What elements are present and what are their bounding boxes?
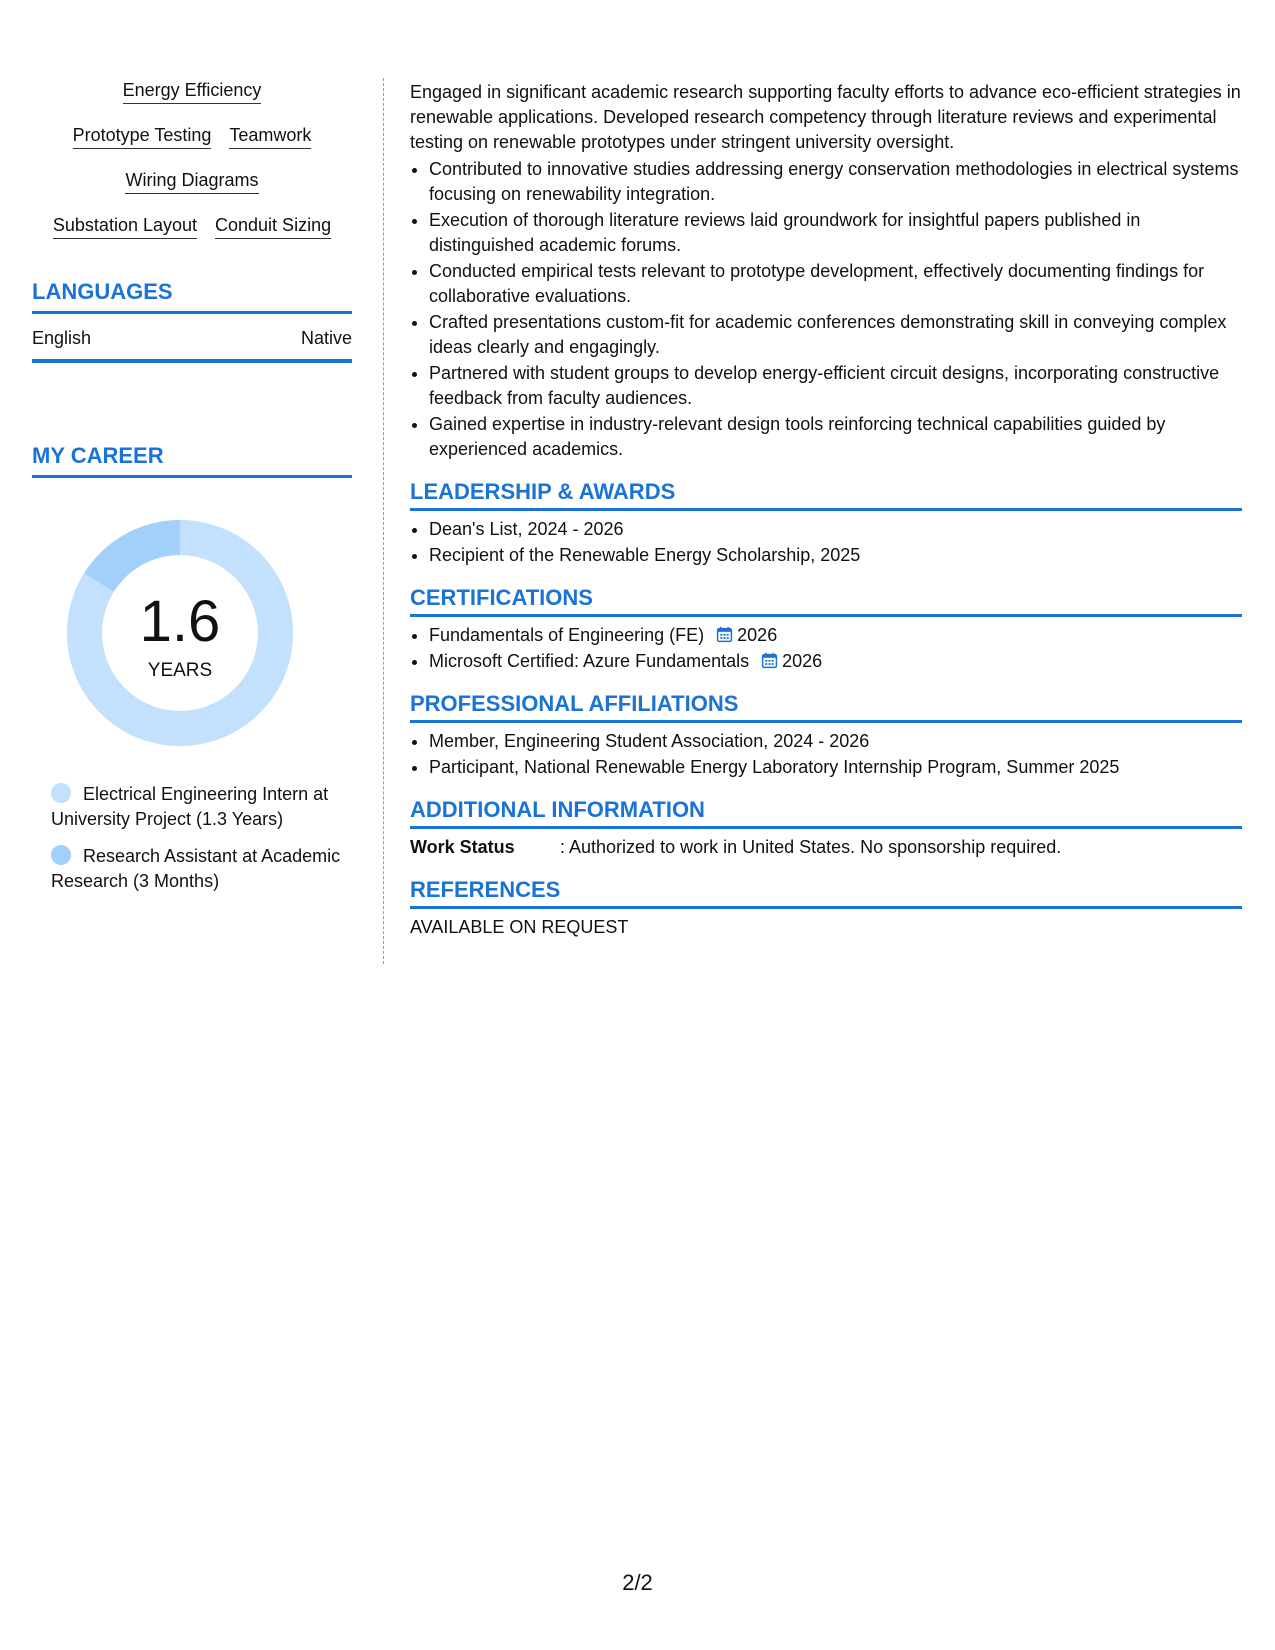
- skill-row: [32, 123, 352, 149]
- certifications-list: [410, 623, 1242, 674]
- language-name: English: [32, 328, 92, 348]
- experience-intro: Engaged in significant academic research supporting faculty efforts to advance eco-efficient strategies in renewable applications. Developed research competency through literature reviews and experimental testing on renewable prototypes under stringent university oversight.: [410, 82, 1241, 152]
- donut-segment: [84, 520, 180, 592]
- references-text: AVAILABLE ON REQUEST: [410, 917, 629, 937]
- legend-label: Electrical Engineering Intern at University Project (1.3 Years): [51, 784, 329, 829]
- list-item: • Conducted empirical tests relevant to prototype development, effectively documenting findings for collaborative evaluations.: [429, 259, 1242, 309]
- list-item: • Partnered with student groups to develop energy-efficient circuit designs, incorporating constructive feedback from faculty audiences.: [429, 361, 1242, 411]
- legend-label: Research Assistant at Academic Research (3 Months): [51, 846, 341, 891]
- language-row: [32, 314, 352, 363]
- certification-year: 2026: [737, 625, 778, 645]
- skill-tag: Prototype Testing: [73, 123, 212, 149]
- legend-dot: [51, 845, 71, 865]
- experience-bullets: [410, 157, 1242, 462]
- career-donut-chart: [67, 520, 293, 746]
- certifications-heading: CERTIFICATIONS: [410, 584, 1242, 617]
- legend-item: [51, 844, 341, 894]
- list-item: • Recipient of the Renewable Energy Scholarship, 2025: [429, 543, 1242, 568]
- languages-heading: LANGUAGES: [32, 279, 352, 314]
- calendar-icon: [761, 652, 778, 669]
- list-item: • Participant, National Renewable Energy Laboratory Internship Program, Summer 2025: [429, 755, 1242, 780]
- work-status-label: Work Status: [410, 837, 515, 857]
- affiliations-list: [410, 729, 1242, 780]
- work-status-value: : Authorized to work in United States. No sponsorship required.: [560, 837, 1062, 857]
- work-status-row: [410, 835, 1242, 860]
- list-item: • Gained expertise in industry-relevant design tools reinforcing technical capabilities guided by experienced academics.: [429, 412, 1242, 462]
- list-item: • Execution of thorough literature reviews laid groundwork for insightful papers published in distinguished academic forums.: [429, 208, 1242, 258]
- calendar-icon: [716, 626, 733, 643]
- language-level: Native: [300, 328, 352, 348]
- skill-row: [32, 213, 352, 239]
- skills-list: [32, 78, 352, 239]
- skill-tag: Teamwork: [229, 123, 311, 149]
- leadership-list: [410, 517, 1242, 568]
- list-item: [429, 623, 1242, 648]
- skill-tag: Substation Layout: [53, 213, 197, 239]
- list-item: • Member, Engineering Student Association, 2024 - 2026: [429, 729, 1242, 754]
- column-divider: [383, 78, 384, 964]
- leadership-heading: LEADERSHIP & AWARDS: [410, 478, 1242, 511]
- affiliations-heading: PROFESSIONAL AFFILIATIONS: [410, 690, 1242, 723]
- skill-tag: Energy Efficiency: [123, 78, 262, 104]
- list-item: • Contributed to innovative studies addressing energy conservation methodologies in electrical systems focusing on renewability integration.: [429, 157, 1242, 207]
- skill-tag: Wiring Diagrams: [125, 168, 258, 194]
- legend-item: [51, 782, 341, 832]
- career-heading: MY CAREER: [32, 443, 352, 478]
- left-column: [32, 78, 352, 906]
- additional-info-heading: ADDITIONAL INFORMATION: [410, 796, 1242, 829]
- career-total-value: 1.6: [139, 589, 221, 654]
- skill-tag: Conduit Sizing: [215, 213, 331, 239]
- list-item: [429, 649, 1242, 674]
- certification-year: 2026: [782, 651, 823, 671]
- list-item: • Dean's List, 2024 - 2026: [429, 517, 1242, 542]
- career-total-unit: YEARS: [147, 660, 213, 681]
- skill-row: [32, 78, 352, 104]
- skill-row: [32, 168, 352, 194]
- certification-name: Microsoft Certified: Azure Fundamentals: [429, 651, 750, 671]
- certification-name: Fundamentals of Engineering (FE): [429, 625, 705, 645]
- career-legend: [51, 782, 341, 894]
- references-heading: REFERENCES: [410, 876, 1242, 909]
- legend-dot: [51, 783, 71, 803]
- right-column: [410, 80, 1242, 940]
- list-item: • Crafted presentations custom-fit for academic conferences demonstrating skill in conveying complex ideas clearly and engagingly.: [429, 310, 1242, 360]
- page-number: 2/2: [622, 1570, 653, 1595]
